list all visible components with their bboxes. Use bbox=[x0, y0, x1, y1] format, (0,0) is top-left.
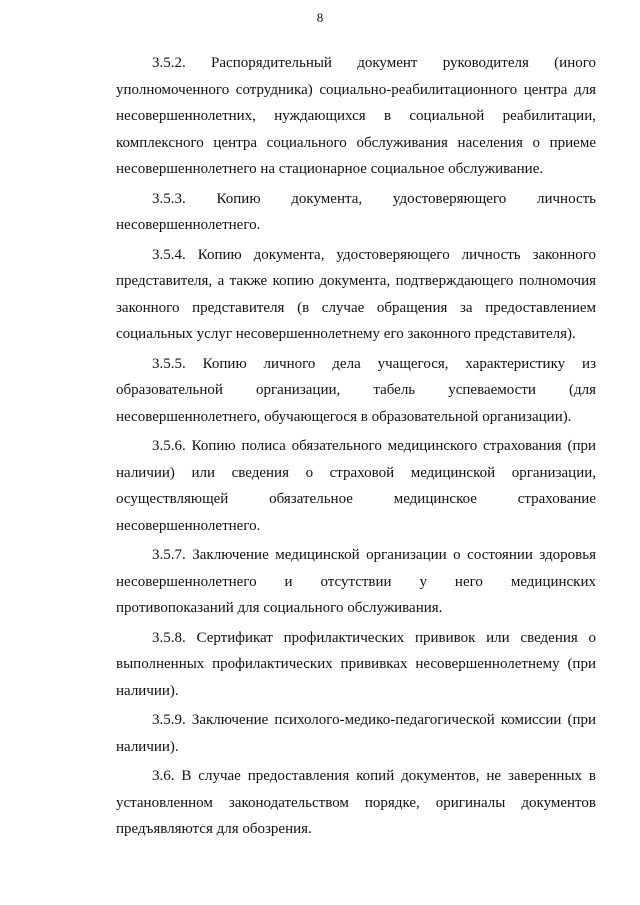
paragraph-3-5-8 bbox=[116, 625, 596, 705]
paragraph-number: 3.5.9. bbox=[152, 712, 186, 728]
paragraph-3-5-6 bbox=[116, 433, 596, 539]
paragraph-text: Копию документа, удостоверяющего личность несовершеннолетнего. bbox=[116, 190, 596, 233]
paragraph-3-5-7 bbox=[116, 542, 596, 622]
paragraph-number: 3.6. bbox=[152, 768, 175, 784]
paragraph-text: Заключение медицинской организации о состоянии здоровья несовершеннолетнего и отсутствии у него медицинских противопоказаний для социального обслуживания. bbox=[116, 547, 597, 616]
paragraph-text: Распорядительный документ руководителя (иного уполномоченного сотрудника) социально-реабилитационного центра для несовершеннолетних, нуждающихся в социальной реабилитации, комплексного центра социального обслуживания населения о приеме несовершеннолетнего на стационарное социальное обслуживание. bbox=[116, 55, 596, 177]
paragraph-text: В случае предоставления копий документов, не заверенных в установленном законодательством порядке, оригиналы документов предъявляются для обозрения. bbox=[116, 768, 596, 837]
paragraph-number: 3.5.8. bbox=[152, 629, 186, 646]
paragraph-3-5-3 bbox=[116, 186, 596, 239]
paragraph-number: 3.5.2. bbox=[152, 55, 186, 71]
paragraph-3-5-2 bbox=[116, 50, 596, 183]
paragraph-number: 3.5.6. bbox=[152, 438, 186, 454]
paragraph-text: Сертификат профилактических прививок или сведения о выполненных профилактических прививках несовершеннолетнему (при наличии). bbox=[116, 629, 597, 699]
paragraph-3-5-5 bbox=[116, 351, 596, 431]
paragraph-number: 3.5.5. bbox=[152, 355, 186, 372]
paragraph-number: 3.5.4. bbox=[152, 246, 186, 263]
page-number: 8 bbox=[316, 10, 324, 25]
paragraph-text: Копию документа, удостоверяющего личность законного представителя, а также копию документа, подтверждающего полномочия законного представителя (в случае обращения за предоставлением социальных услуг несовершеннолетнему его законного представителя). bbox=[116, 246, 597, 342]
paragraph-number: 3.5.3. bbox=[152, 190, 186, 207]
paragraph-3-6 bbox=[116, 763, 596, 843]
paragraph-text: Заключение психолого-медико-педагогической комиссии (при наличии). bbox=[116, 712, 597, 755]
paragraph-text: Копию полиса обязательного медицинского страхования (при наличии) или сведения о страховой медицинской организации, осуществляющей обязательное медицинское страхование несовершеннолетнего. bbox=[116, 438, 597, 534]
paragraph-text: Копию личного дела учащегося, характеристику из образовательной организации, табель успеваемости (для несовершеннолетнего, обучающегося в образовательной организации). bbox=[116, 355, 596, 425]
document-body bbox=[116, 50, 596, 846]
paragraph-number: 3.5.7. bbox=[152, 547, 186, 563]
paragraph-3-5-9 bbox=[116, 707, 596, 760]
paragraph-3-5-4 bbox=[116, 242, 596, 348]
